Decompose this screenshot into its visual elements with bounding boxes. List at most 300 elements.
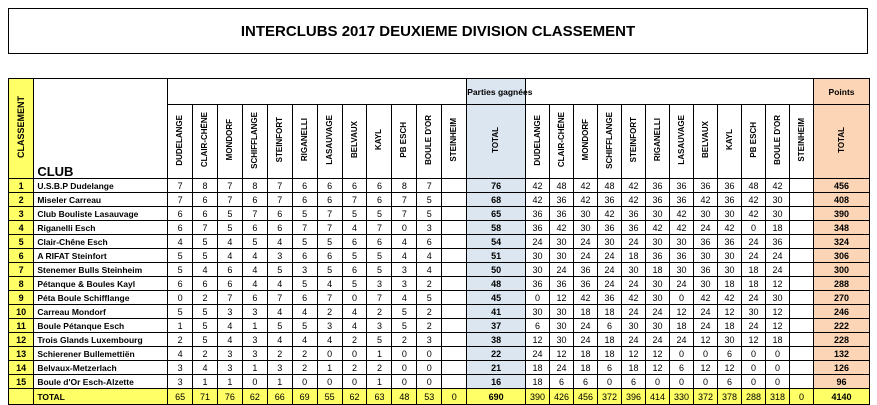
games-cell: 2 — [342, 361, 367, 375]
points-cell — [790, 347, 814, 361]
games-cell: 2 — [342, 333, 367, 347]
points-cell: 30 — [646, 319, 670, 333]
games-cell: 4 — [217, 249, 242, 263]
points-cell: 6 — [598, 319, 622, 333]
points-cell — [790, 249, 814, 263]
rank-cell: 6 — [9, 249, 34, 263]
games-cell: 6 — [317, 249, 342, 263]
games-total-cell: 16 — [467, 375, 526, 389]
games-total-col: 48 — [392, 389, 417, 405]
points-cell: 36 — [694, 263, 718, 277]
points-cell: 0 — [766, 375, 790, 389]
points-cell: 18 — [598, 333, 622, 347]
points-cell: 24 — [574, 333, 598, 347]
games-cell: 5 — [417, 193, 442, 207]
points-col-header — [598, 105, 622, 179]
games-cell: 2 — [292, 361, 317, 375]
points-cell: 6 — [598, 361, 622, 375]
games-total-col: 53 — [417, 389, 442, 405]
games-cell: 2 — [317, 305, 342, 319]
games-cell: 8 — [392, 179, 417, 193]
games-col-header-label: KAYL — [374, 129, 384, 151]
games-cell — [442, 291, 467, 305]
games-cell: 8 — [193, 179, 218, 193]
games-cell: 0 — [292, 375, 317, 389]
games-cell: 5 — [342, 277, 367, 291]
points-cell: 12 — [526, 333, 550, 347]
points-cell: 24 — [574, 319, 598, 333]
games-cell: 7 — [317, 207, 342, 221]
rank-cell: 3 — [9, 207, 34, 221]
points-cell: 42 — [622, 179, 646, 193]
points-total-cell: 132 — [814, 347, 870, 361]
games-cell: 7 — [392, 193, 417, 207]
points-cell: 0 — [526, 291, 550, 305]
club-name: Belvaux-Metzerlach — [34, 361, 168, 375]
games-cell: 5 — [267, 319, 292, 333]
games-header-blank — [168, 79, 467, 105]
points-cell: 0 — [670, 291, 694, 305]
games-cell: 3 — [217, 361, 242, 375]
points-cell: 30 — [598, 235, 622, 249]
games-cell: 5 — [317, 235, 342, 249]
points-total-cell: 222 — [814, 319, 870, 333]
games-total-col: 65 — [168, 389, 193, 405]
games-cell: 5 — [193, 249, 218, 263]
games-cell: 4 — [292, 333, 317, 347]
games-cell: 0 — [168, 291, 193, 305]
games-cell — [442, 319, 467, 333]
games-cell: 4 — [217, 319, 242, 333]
points-col-header-label: DUDELANGE — [532, 114, 542, 166]
games-cell: 7 — [217, 193, 242, 207]
points-cell — [790, 319, 814, 333]
points-cell — [790, 207, 814, 221]
club-name: Carreau Mondorf — [34, 305, 168, 319]
games-cell: 6 — [292, 193, 317, 207]
games-col-header — [417, 105, 442, 179]
rank-cell: 1 — [9, 179, 34, 193]
club-name: Club Bouliste Lasauvage — [34, 207, 168, 221]
games-cell: 0 — [417, 375, 442, 389]
games-cell: 6 — [367, 235, 392, 249]
games-cell: 7 — [168, 193, 193, 207]
games-cell: 6 — [242, 193, 267, 207]
games-cell: 7 — [417, 179, 442, 193]
points-cell — [790, 305, 814, 319]
points-cell: 30 — [766, 207, 790, 221]
games-cell: 4 — [292, 305, 317, 319]
points-total-col: 288 — [742, 389, 766, 405]
games-cell: 0 — [392, 347, 417, 361]
points-total-col: 372 — [598, 389, 622, 405]
points-cell: 18 — [526, 361, 550, 375]
games-total-cell: 65 — [467, 207, 526, 221]
games-cell: 2 — [392, 333, 417, 347]
points-cell: 36 — [526, 207, 550, 221]
points-cell: 24 — [622, 235, 646, 249]
games-cell: 5 — [193, 235, 218, 249]
games-col-header-label: LASAUVAGE — [324, 115, 334, 165]
points-cell: 36 — [598, 193, 622, 207]
games-cell: 2 — [168, 333, 193, 347]
games-cell: 6 — [217, 277, 242, 291]
points-col-header — [742, 105, 766, 179]
points-cell: 24 — [694, 319, 718, 333]
games-col-header-label: DUDELANGE — [175, 114, 185, 166]
games-cell: 3 — [317, 319, 342, 333]
points-cell: 24 — [694, 305, 718, 319]
points-grand-total: 4140 — [814, 389, 870, 405]
points-cell: 12 — [766, 277, 790, 291]
games-cell: 4 — [342, 221, 367, 235]
points-cell: 24 — [646, 333, 670, 347]
games-cell: 5 — [193, 319, 218, 333]
points-total-col: 414 — [646, 389, 670, 405]
points-cell: 30 — [622, 263, 646, 277]
points-cell: 24 — [670, 277, 694, 291]
points-total-cell: 246 — [814, 305, 870, 319]
games-cell: 5 — [367, 263, 392, 277]
points-cell: 30 — [766, 193, 790, 207]
points-cell: 48 — [742, 179, 766, 193]
points-cell: 42 — [526, 193, 550, 207]
games-cell: 0 — [417, 361, 442, 375]
table-row — [9, 207, 870, 221]
points-cell — [790, 277, 814, 291]
points-col-header-label: LASAUVAGE — [676, 115, 686, 165]
points-cell: 42 — [694, 291, 718, 305]
points-header: Points — [814, 79, 870, 105]
games-cell: 2 — [367, 305, 392, 319]
games-cell: 6 — [292, 249, 317, 263]
games-col-header-label: BOULE D'OR — [424, 115, 434, 165]
points-cell: 36 — [646, 249, 670, 263]
points-cell: 36 — [550, 207, 574, 221]
points-cell: 12 — [550, 291, 574, 305]
points-cell: 18 — [622, 361, 646, 375]
points-cell: 30 — [742, 305, 766, 319]
points-cell: 18 — [598, 305, 622, 319]
points-col-header — [646, 105, 670, 179]
games-total-col: 55 — [317, 389, 342, 405]
games-cell: 5 — [367, 333, 392, 347]
points-col-header-label: STEINFORT — [628, 117, 638, 163]
points-total-col: 0 — [790, 389, 814, 405]
games-col-header-label: STEINHEIM — [449, 118, 459, 162]
games-cell: 7 — [267, 179, 292, 193]
games-cell: 0 — [342, 375, 367, 389]
games-cell: 7 — [168, 179, 193, 193]
points-cell: 6 — [718, 375, 742, 389]
table-row — [9, 221, 870, 235]
points-cell — [790, 221, 814, 235]
games-cell: 7 — [292, 221, 317, 235]
points-cell: 42 — [574, 193, 598, 207]
club-name: Boule d'Or Esch-Alzette — [34, 375, 168, 389]
games-cell: 4 — [267, 277, 292, 291]
rank-cell: 15 — [9, 375, 34, 389]
games-cell: 5 — [367, 249, 392, 263]
games-cell: 5 — [417, 207, 442, 221]
club-name: Schierener Bullemettiën — [34, 347, 168, 361]
points-col-header-label: MONDORF — [580, 119, 590, 161]
games-col-header-label: RIGANELLI — [299, 118, 309, 162]
games-cell: 6 — [317, 193, 342, 207]
points-cell: 36 — [550, 193, 574, 207]
points-cell: 30 — [622, 319, 646, 333]
games-cell: 0 — [242, 375, 267, 389]
games-cell: 4 — [193, 263, 218, 277]
games-cell: 5 — [168, 305, 193, 319]
games-cell: 5 — [168, 263, 193, 277]
points-cell: 18 — [526, 375, 550, 389]
games-cell: 1 — [242, 361, 267, 375]
games-cell: 6 — [417, 235, 442, 249]
points-cell: 42 — [742, 207, 766, 221]
club-name: Péta Boule Schifflange — [34, 291, 168, 305]
table-row — [9, 235, 870, 249]
games-cell: 7 — [392, 207, 417, 221]
games-cell: 5 — [242, 235, 267, 249]
games-cell: 4 — [342, 319, 367, 333]
games-total-cell: 45 — [467, 291, 526, 305]
games-cell: 5 — [342, 207, 367, 221]
games-cell: 3 — [367, 277, 392, 291]
games-cell: 0 — [342, 347, 367, 361]
games-cell: 4 — [342, 305, 367, 319]
games-cell: 2 — [193, 291, 218, 305]
page-title: INTERCLUBS 2017 DEUXIEME DIVISION CLASSEMENT — [8, 8, 868, 54]
points-cell: 24 — [598, 277, 622, 291]
points-cell: 12 — [646, 347, 670, 361]
points-cell: 30 — [646, 277, 670, 291]
club-name: A RIFAT Steinfort — [34, 249, 168, 263]
points-cell: 30 — [694, 277, 718, 291]
points-cell: 24 — [598, 249, 622, 263]
points-total-header — [814, 105, 870, 179]
games-cell: 0 — [317, 347, 342, 361]
points-cell: 12 — [766, 319, 790, 333]
points-cell — [790, 333, 814, 347]
points-cell: 6 — [718, 347, 742, 361]
points-cell: 30 — [718, 207, 742, 221]
points-cell: 18 — [742, 277, 766, 291]
points-cell: 24 — [526, 235, 550, 249]
games-cell: 1 — [317, 361, 342, 375]
games-cell: 6 — [292, 291, 317, 305]
games-col-header-label: STEINFORT — [274, 117, 284, 163]
games-cell: 5 — [292, 235, 317, 249]
games-cell: 4 — [317, 333, 342, 347]
games-cell: 3 — [392, 263, 417, 277]
points-cell: 0 — [766, 361, 790, 375]
games-cell: 7 — [217, 179, 242, 193]
points-cell — [790, 193, 814, 207]
points-cell: 30 — [526, 249, 550, 263]
points-cell: 42 — [622, 193, 646, 207]
table-row — [9, 263, 870, 277]
points-cell: 24 — [742, 249, 766, 263]
games-total-col: 0 — [442, 389, 467, 405]
points-cell — [790, 375, 814, 389]
games-cell — [442, 221, 467, 235]
games-cell: 4 — [317, 277, 342, 291]
games-cell: 6 — [193, 193, 218, 207]
points-cell: 36 — [574, 277, 598, 291]
points-cell: 18 — [646, 263, 670, 277]
points-cell: 30 — [646, 235, 670, 249]
table-row — [9, 319, 870, 333]
games-cell: 5 — [193, 305, 218, 319]
table-row — [9, 361, 870, 375]
points-col-header-label: KAYL — [724, 129, 734, 151]
points-cell: 42 — [766, 179, 790, 193]
games-cell: 6 — [367, 179, 392, 193]
points-cell: 0 — [742, 347, 766, 361]
points-cell: 0 — [670, 347, 694, 361]
table-row — [9, 277, 870, 291]
classement-header-label: CLASSEMENT — [16, 95, 27, 158]
games-col-header — [292, 105, 317, 179]
points-cell: 36 — [718, 179, 742, 193]
games-cell: 7 — [193, 221, 218, 235]
points-cell: 12 — [622, 347, 646, 361]
rank-cell: 8 — [9, 277, 34, 291]
points-cell: 30 — [670, 263, 694, 277]
games-cell: 6 — [242, 221, 267, 235]
points-cell: 6 — [526, 319, 550, 333]
games-cell: 5 — [392, 305, 417, 319]
points-cell: 24 — [574, 249, 598, 263]
rank-cell: 4 — [9, 221, 34, 235]
games-cell: 5 — [267, 263, 292, 277]
club-name: Pétanque & Boules Kayl — [34, 277, 168, 291]
games-total-cell: 41 — [467, 305, 526, 319]
games-total-cell: 50 — [467, 263, 526, 277]
games-cell: 3 — [242, 347, 267, 361]
points-cell: 24 — [622, 277, 646, 291]
points-cell: 18 — [670, 319, 694, 333]
club-name: Clair-Chêne Esch — [34, 235, 168, 249]
games-cell: 3 — [168, 361, 193, 375]
points-cell: 12 — [694, 333, 718, 347]
points-total-cell: 408 — [814, 193, 870, 207]
points-cell: 0 — [670, 375, 694, 389]
games-cell: 2 — [193, 347, 218, 361]
points-cell: 24 — [622, 333, 646, 347]
points-total-cell: 96 — [814, 375, 870, 389]
points-cell: 24 — [526, 347, 550, 361]
games-total-col: 63 — [367, 389, 392, 405]
games-total-col: 76 — [217, 389, 242, 405]
games-cell: 4 — [242, 263, 267, 277]
points-cell: 48 — [550, 179, 574, 193]
games-total-cell: 21 — [467, 361, 526, 375]
points-cell: 18 — [622, 249, 646, 263]
points-cell: 30 — [718, 333, 742, 347]
club-name: Stenemer Bulls Steinheim — [34, 263, 168, 277]
club-name: Riganelli Esch — [34, 221, 168, 235]
points-col-header — [574, 105, 598, 179]
points-total-cell: 456 — [814, 179, 870, 193]
points-col-header — [526, 105, 550, 179]
games-cell: 6 — [168, 207, 193, 221]
points-cell: 24 — [670, 333, 694, 347]
points-total-cell: 390 — [814, 207, 870, 221]
games-cell: 7 — [367, 291, 392, 305]
points-total-cell: 270 — [814, 291, 870, 305]
games-col-header — [367, 105, 392, 179]
table-row — [9, 291, 870, 305]
points-cell — [790, 235, 814, 249]
games-cell: 4 — [217, 333, 242, 347]
games-cell: 7 — [267, 291, 292, 305]
points-cell: 42 — [646, 221, 670, 235]
points-cell: 18 — [598, 347, 622, 361]
games-col-header — [217, 105, 242, 179]
points-col-header — [694, 105, 718, 179]
points-cell: 18 — [766, 221, 790, 235]
points-total-cell: 348 — [814, 221, 870, 235]
games-cell: 5 — [193, 333, 218, 347]
points-total-col: 330 — [670, 389, 694, 405]
points-col-header — [718, 105, 742, 179]
games-cell: 7 — [342, 193, 367, 207]
games-cell: 0 — [392, 375, 417, 389]
games-cell — [442, 249, 467, 263]
points-col-header — [622, 105, 646, 179]
parties-gagnees-header: Parties gagnées — [467, 79, 526, 105]
points-cell: 30 — [694, 249, 718, 263]
points-total-cell: 324 — [814, 235, 870, 249]
points-cell: 42 — [694, 193, 718, 207]
points-cell: 36 — [550, 277, 574, 291]
games-cell: 6 — [168, 221, 193, 235]
points-cell: 30 — [574, 221, 598, 235]
games-cell: 6 — [367, 193, 392, 207]
club-name: Miseler Carreau — [34, 193, 168, 207]
games-cell: 3 — [242, 305, 267, 319]
table-row — [9, 193, 870, 207]
points-cell: 42 — [526, 179, 550, 193]
games-cell: 7 — [317, 291, 342, 305]
games-cell: 5 — [217, 221, 242, 235]
points-total-cell: 288 — [814, 277, 870, 291]
points-cell: 18 — [718, 319, 742, 333]
club-name: U.S.B.P Dudelange — [34, 179, 168, 193]
rank-cell: 5 — [9, 235, 34, 249]
games-cell: 6 — [193, 207, 218, 221]
points-cell: 42 — [574, 179, 598, 193]
points-cell: 18 — [766, 333, 790, 347]
games-cell: 1 — [168, 319, 193, 333]
games-cell: 4 — [267, 333, 292, 347]
points-col-header-label: RIGANELLI — [652, 118, 662, 162]
points-cell: 24 — [550, 361, 574, 375]
points-cell: 36 — [718, 193, 742, 207]
points-cell: 6 — [670, 361, 694, 375]
games-cell: 5 — [217, 207, 242, 221]
games-cell: 5 — [367, 207, 392, 221]
totals-rank-blank — [9, 389, 34, 405]
games-cell: 5 — [292, 319, 317, 333]
games-cell: 3 — [267, 249, 292, 263]
points-col-header — [670, 105, 694, 179]
table-row — [9, 333, 870, 347]
points-cell: 36 — [646, 179, 670, 193]
games-col-header — [392, 105, 417, 179]
